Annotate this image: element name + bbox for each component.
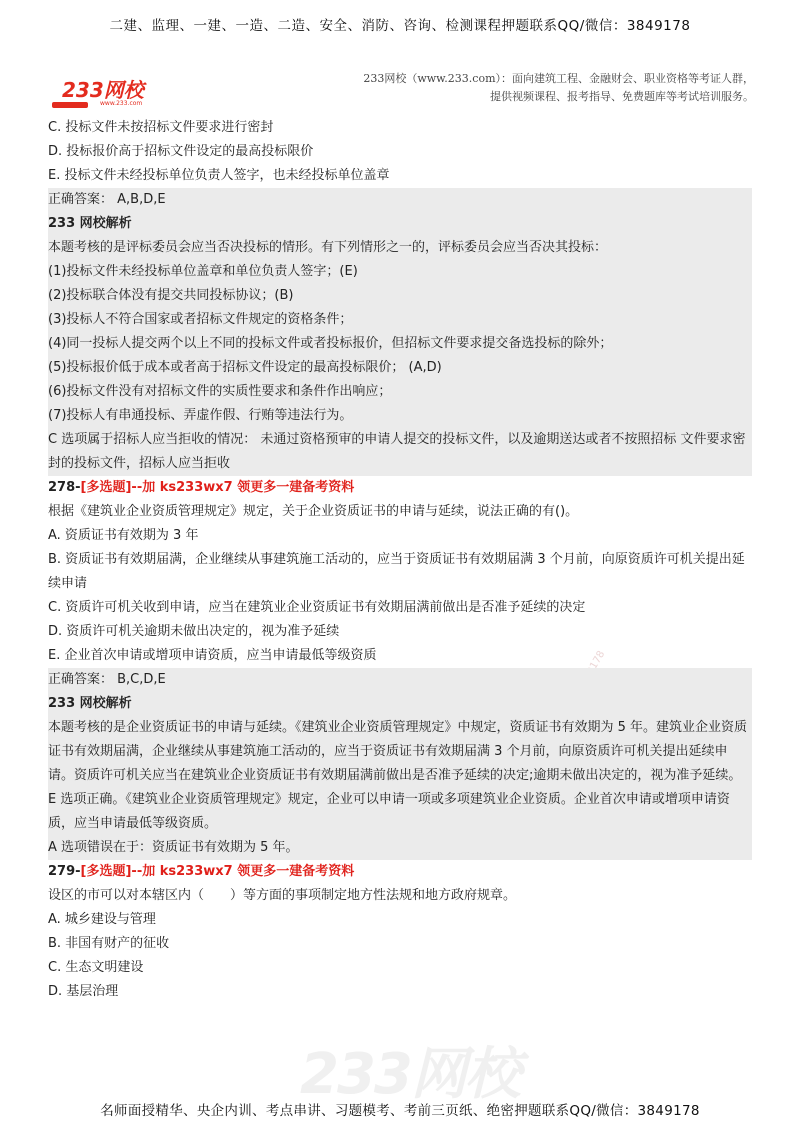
question-tag: [多选题]--加 ks233wx7 领更多一建备考资料 [80,864,355,879]
analysis-title: 233 网校解析 [48,212,752,236]
analysis-line: (7)投标人有串通投标、弄虚作假、行贿等违法行为。 [48,404,752,428]
option-d: D. 资质许可机关逾期未做出决定的，视为准予延续 [48,624,340,639]
option-b: B. 非国有财产的征收 [48,936,170,951]
top-banner: 二建、监理、一建、一造、二造、安全、消防、咨询、检测课程押题联系QQ/微信：3849178 [109,18,691,34]
option-c: C. 资质许可机关收到申请，应当在建筑业企业资质证书有效期届满前做出是否准予延续的决定 [48,600,586,615]
analysis-line: (3)投标人不符合国家或者招标文件规定的资格条件； [48,308,752,332]
analysis-paragraph: A 选项错误在于：资质证书有效期为 5 年。 [48,836,752,860]
analysis-line: (1)投标文件未经投标单位盖章和单位负责人签字；(E) [48,260,752,284]
option-c: C. 投标文件未按招标文件要求进行密封 [48,120,274,135]
question-278-header [48,476,752,500]
option-d: D. 基层治理 [48,984,119,999]
document-body [48,116,752,1004]
option-e: E. 企业首次申请或增项申请资质，应当申请最低等级资质 [48,648,377,663]
logo-text: 233网校 [62,78,144,102]
analysis-line: 本题考核的是评标委员会应当否决投标的情形。有下列情形之一的，评标委员会应当否决其投标： [48,236,752,260]
option-e: E. 投标文件未经投标单位负责人签字，也未经投标单位盖章 [48,168,390,183]
question-stem: 根据《建筑业企业资质管理规定》规定，关于企业资质证书的申请与延续，说法正确的有()。 [48,504,579,519]
analysis-line: (6)投标文件没有对招标文件的实质性要求和条件作出响应； [48,380,752,404]
logo [48,70,184,106]
watermark-logo: 233网校 [300,1042,519,1107]
correct-answer: 正确答案： A,B,D,E [48,188,752,212]
question-279-header [48,860,752,884]
option-b: B. 资质证书有效期届满，企业继续从事建筑施工活动的，应当于资质证书有效期届满 3 个月前，向原资质许可机关提出延续申请 [48,552,745,591]
analysis-title: 233 网校解析 [48,692,752,716]
option-a: A. 资质证书有效期为 3 年 [48,528,199,543]
analysis-line: (5)投标报价低于成本或者高于招标文件设定的最高投标限价； (A,D) [48,356,752,380]
analysis-paragraph: E 选项正确。《建筑业企业资质管理规定》规定，企业可以申请一项或多项建筑业企业资质。企业首次申请或增项申请资质，应当申请最低等级资质。 [48,788,752,836]
option-a: A. 城乡建设与管理 [48,912,156,927]
question-number: 278- [48,480,81,495]
question-tag: [多选题]--加 ks233wx7 领更多一建备考资料 [80,480,355,495]
logo-subtext: www.233.com [100,100,143,107]
analysis-tail: C 选项属于招标人应当拒收的情况： 未通过资格预审的申请人提交的投标文件，以及逾期送达或者不按照招标 文件要求密封的投标文件，招标人应当拒收 [48,428,752,476]
question-stem: 设区的市可以对本辖区内（ ）等方面的事项制定地方性法规和地方政府规章。 [48,888,517,903]
header-intro [324,70,754,106]
intro-line-1: 233网校（www.233.com）：面向建筑工程、金融财会、职业资格等考证人群， [363,72,754,85]
page-header [48,64,754,112]
analysis-line: (4)同一投标人提交两个以上不同的投标文件或者投标报价，但招标文件要求提交备选投标的除外； [48,332,752,356]
analysis-line: (2)投标联合体没有提交共同投标协议；(B) [48,284,752,308]
option-c: C. 生态文明建设 [48,960,144,975]
bottom-banner: 名师面授精华、央企内训、考点串讲、习题模考、考前三页纸、绝密押题联系QQ/微信：3849178 [100,1103,700,1119]
analysis-paragraph: 本题考核的是企业资质证书的申请与延续。《建筑业企业资质管理规定》中规定，资质证书有效期为 5 年。建筑业企业资质证书有效期届满，企业继续从事建筑施工活动的，应当于资质证书有效期届满 3 个月前，向原资质许可机关提出延续申请。资质许可机关应当在建筑业企业资质证书有效期届满前做出是否准予延续的决定;逾期未做出决定的，视为准予延续。 [48,716,752,788]
intro-line-2: 提供视频课程、报考指导、免费题库等考试培训服务。 [490,90,754,103]
option-d: D. 投标报价高于招标文件设定的最高投标限价 [48,144,314,159]
question-number: 279- [48,864,81,879]
correct-answer: 正确答案： B,C,D,E [48,668,752,692]
